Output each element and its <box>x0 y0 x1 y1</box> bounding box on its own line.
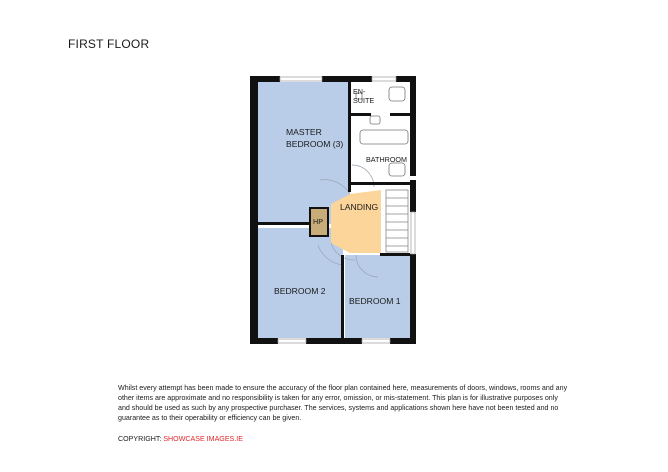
copyright-line <box>118 435 243 443</box>
bedroom2-fill <box>258 228 343 338</box>
bedroom2-label: BEDROOM 2 <box>274 286 326 296</box>
bedroom1-label: BEDROOM 1 <box>349 296 401 306</box>
disclaimer-text: Whilst every attempt has been made to ensure the accuracy of the floor plan contained here, measurements of doors, windows, rooms and any other items are approximate and no responsibility is taken for any error, omission, or mis-statement. This plan is for illustrative purposes only and should be used as such by any prospective purchaser. The services, systems and applications shown here have not been tested and no guarantee as to their operability or efficiency can be given. <box>118 384 568 422</box>
master-bedroom-label-line2: BEDROOM (3) <box>286 139 344 149</box>
master-bedroom-label-line1: MASTER <box>286 127 322 137</box>
ensuite-label-line2: SUITE <box>353 96 375 105</box>
copyright-brand: SHOWCASE IMAGES.IE <box>163 435 243 443</box>
hotpress-label: HP <box>313 217 323 226</box>
stairs <box>386 190 408 252</box>
copyright-prefix: COPYRIGHT: <box>118 435 164 443</box>
floor-title: FIRST FLOOR <box>68 37 150 51</box>
landing-label: LANDING <box>340 202 379 212</box>
ensuite-label-line1: EN- <box>353 87 366 96</box>
bathroom-label: BATHROOM <box>366 155 407 164</box>
